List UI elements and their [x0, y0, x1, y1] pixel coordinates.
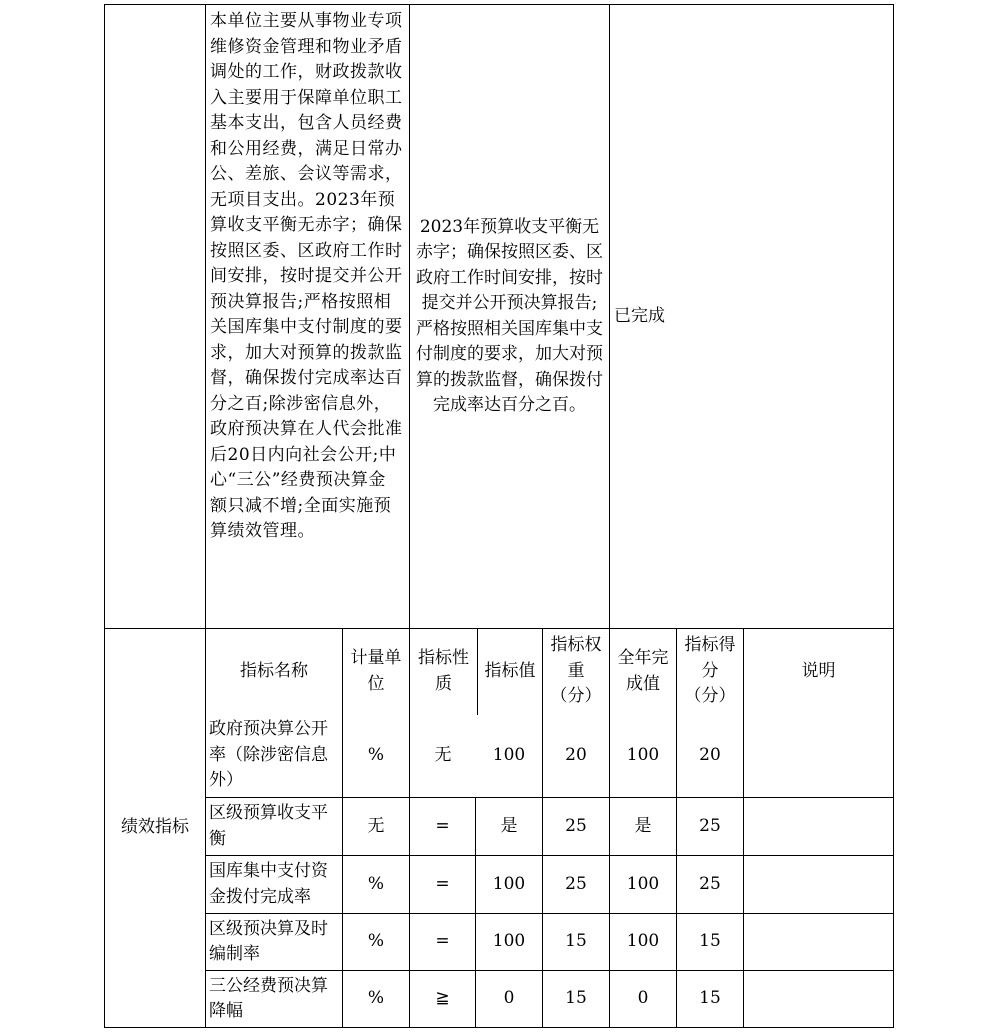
indicator-weight: 25: [565, 873, 587, 894]
indicator-name: 三公经费预决算 降幅: [209, 975, 328, 1021]
indicator-nature: =: [435, 815, 450, 836]
indicator-weight: 15: [565, 988, 587, 1009]
status-text: 已完成: [614, 305, 665, 326]
indicator-nature: ≧: [435, 988, 450, 1009]
table-border-right: [893, 4, 894, 1028]
indicator-value: 100: [492, 873, 526, 894]
status-cell: [610, 5, 893, 628]
indicator-actual: 100: [626, 744, 660, 765]
indicator-score: 15: [699, 988, 721, 1009]
description-cell: 本单位主要从事物业专项维修资金管理和物业矛盾调处的工作，财政拨款收入主要用于保障单位职工基本支出，包含人员经费和公用经费，满足日常办公、差旅、会议等需求，无项目支出。2023年预算收支平衡无赤字；确保按照区委、区政府工作时间安排，按时提交并公开预决算报告;严格按照相关国库集中支付制度的要求，加大对预算的拨款监督，确保拨付完成率达百分之百;除涉密信息外，政府预决算在人代会批准后20日内向社会公开;中心“三公”经费预决算金额只减不增;全面实施预算绩效管理。: [210, 11, 403, 541]
header-name: 指标名称: [240, 660, 308, 681]
indicator-note: [744, 714, 893, 797]
indicator-score: 25: [699, 815, 721, 836]
target-cell: [410, 5, 609, 628]
indicator-nature: =: [435, 931, 450, 952]
header-value: 指标值: [484, 660, 536, 681]
indicator-nature: 无: [434, 744, 452, 765]
indicator-name: 政府预决算公开 率（除涉密信息 外）: [209, 719, 328, 791]
indicator-name: 国库集中支付资 金拨付完成率: [209, 861, 328, 907]
indicator-actual: 100: [626, 931, 660, 952]
indicator-value: 是: [500, 815, 518, 836]
indicator-weight: 15: [565, 931, 587, 952]
indicator-unit: %: [367, 873, 385, 894]
header-actual: 全年完 成值: [617, 648, 669, 694]
header-nature: 指标性 质: [418, 648, 469, 694]
indicator-value: 0: [503, 988, 515, 1009]
header-unit: 计量单 位: [350, 648, 402, 694]
indicator-weight: 20: [565, 744, 587, 765]
indicator-value: 100: [492, 931, 526, 952]
indicator-unit: %: [367, 988, 385, 1009]
section-label: [105, 629, 205, 1027]
indicator-score: 25: [699, 873, 721, 894]
indicator-weight: 25: [565, 815, 587, 836]
section-label-text: 绩效指标: [121, 817, 189, 838]
indicator-score: 20: [699, 744, 721, 765]
header-weight: 指标权 重 （分）: [550, 635, 602, 707]
indicator-value: 100: [492, 744, 526, 765]
indicator-nature: =: [435, 873, 450, 894]
indicator-unit: %: [367, 744, 385, 765]
table-border-bottom: [104, 1027, 894, 1028]
indicator-unit: %: [367, 931, 385, 952]
target-text: 2023年预算收支平衡无赤字；确保按照区委、区政府工作时间安排，按时提交并公开预决算报告;严格按照相关国库集中支付制度的要求，加大对预算的拨款监督，确保拨付完成率达百分之百。: [416, 216, 603, 415]
indicator-unit: 无: [367, 815, 385, 836]
indicator-name: 区级预算收支平 衡: [209, 803, 328, 849]
indicator-actual: 0: [637, 988, 649, 1009]
header-score: 指标得 分 （分）: [684, 635, 736, 707]
indicator-name: 区级预决算及时 编制率: [209, 918, 328, 964]
header-note: 说明: [801, 660, 836, 681]
indicator-actual: 100: [626, 873, 660, 894]
indicator-note: [744, 914, 893, 970]
indicator-note: [744, 856, 893, 913]
indicator-score: 15: [699, 931, 721, 952]
indicator-note: [744, 971, 893, 1027]
indicator-actual: 是: [634, 815, 652, 836]
indicator-note: [744, 798, 893, 855]
